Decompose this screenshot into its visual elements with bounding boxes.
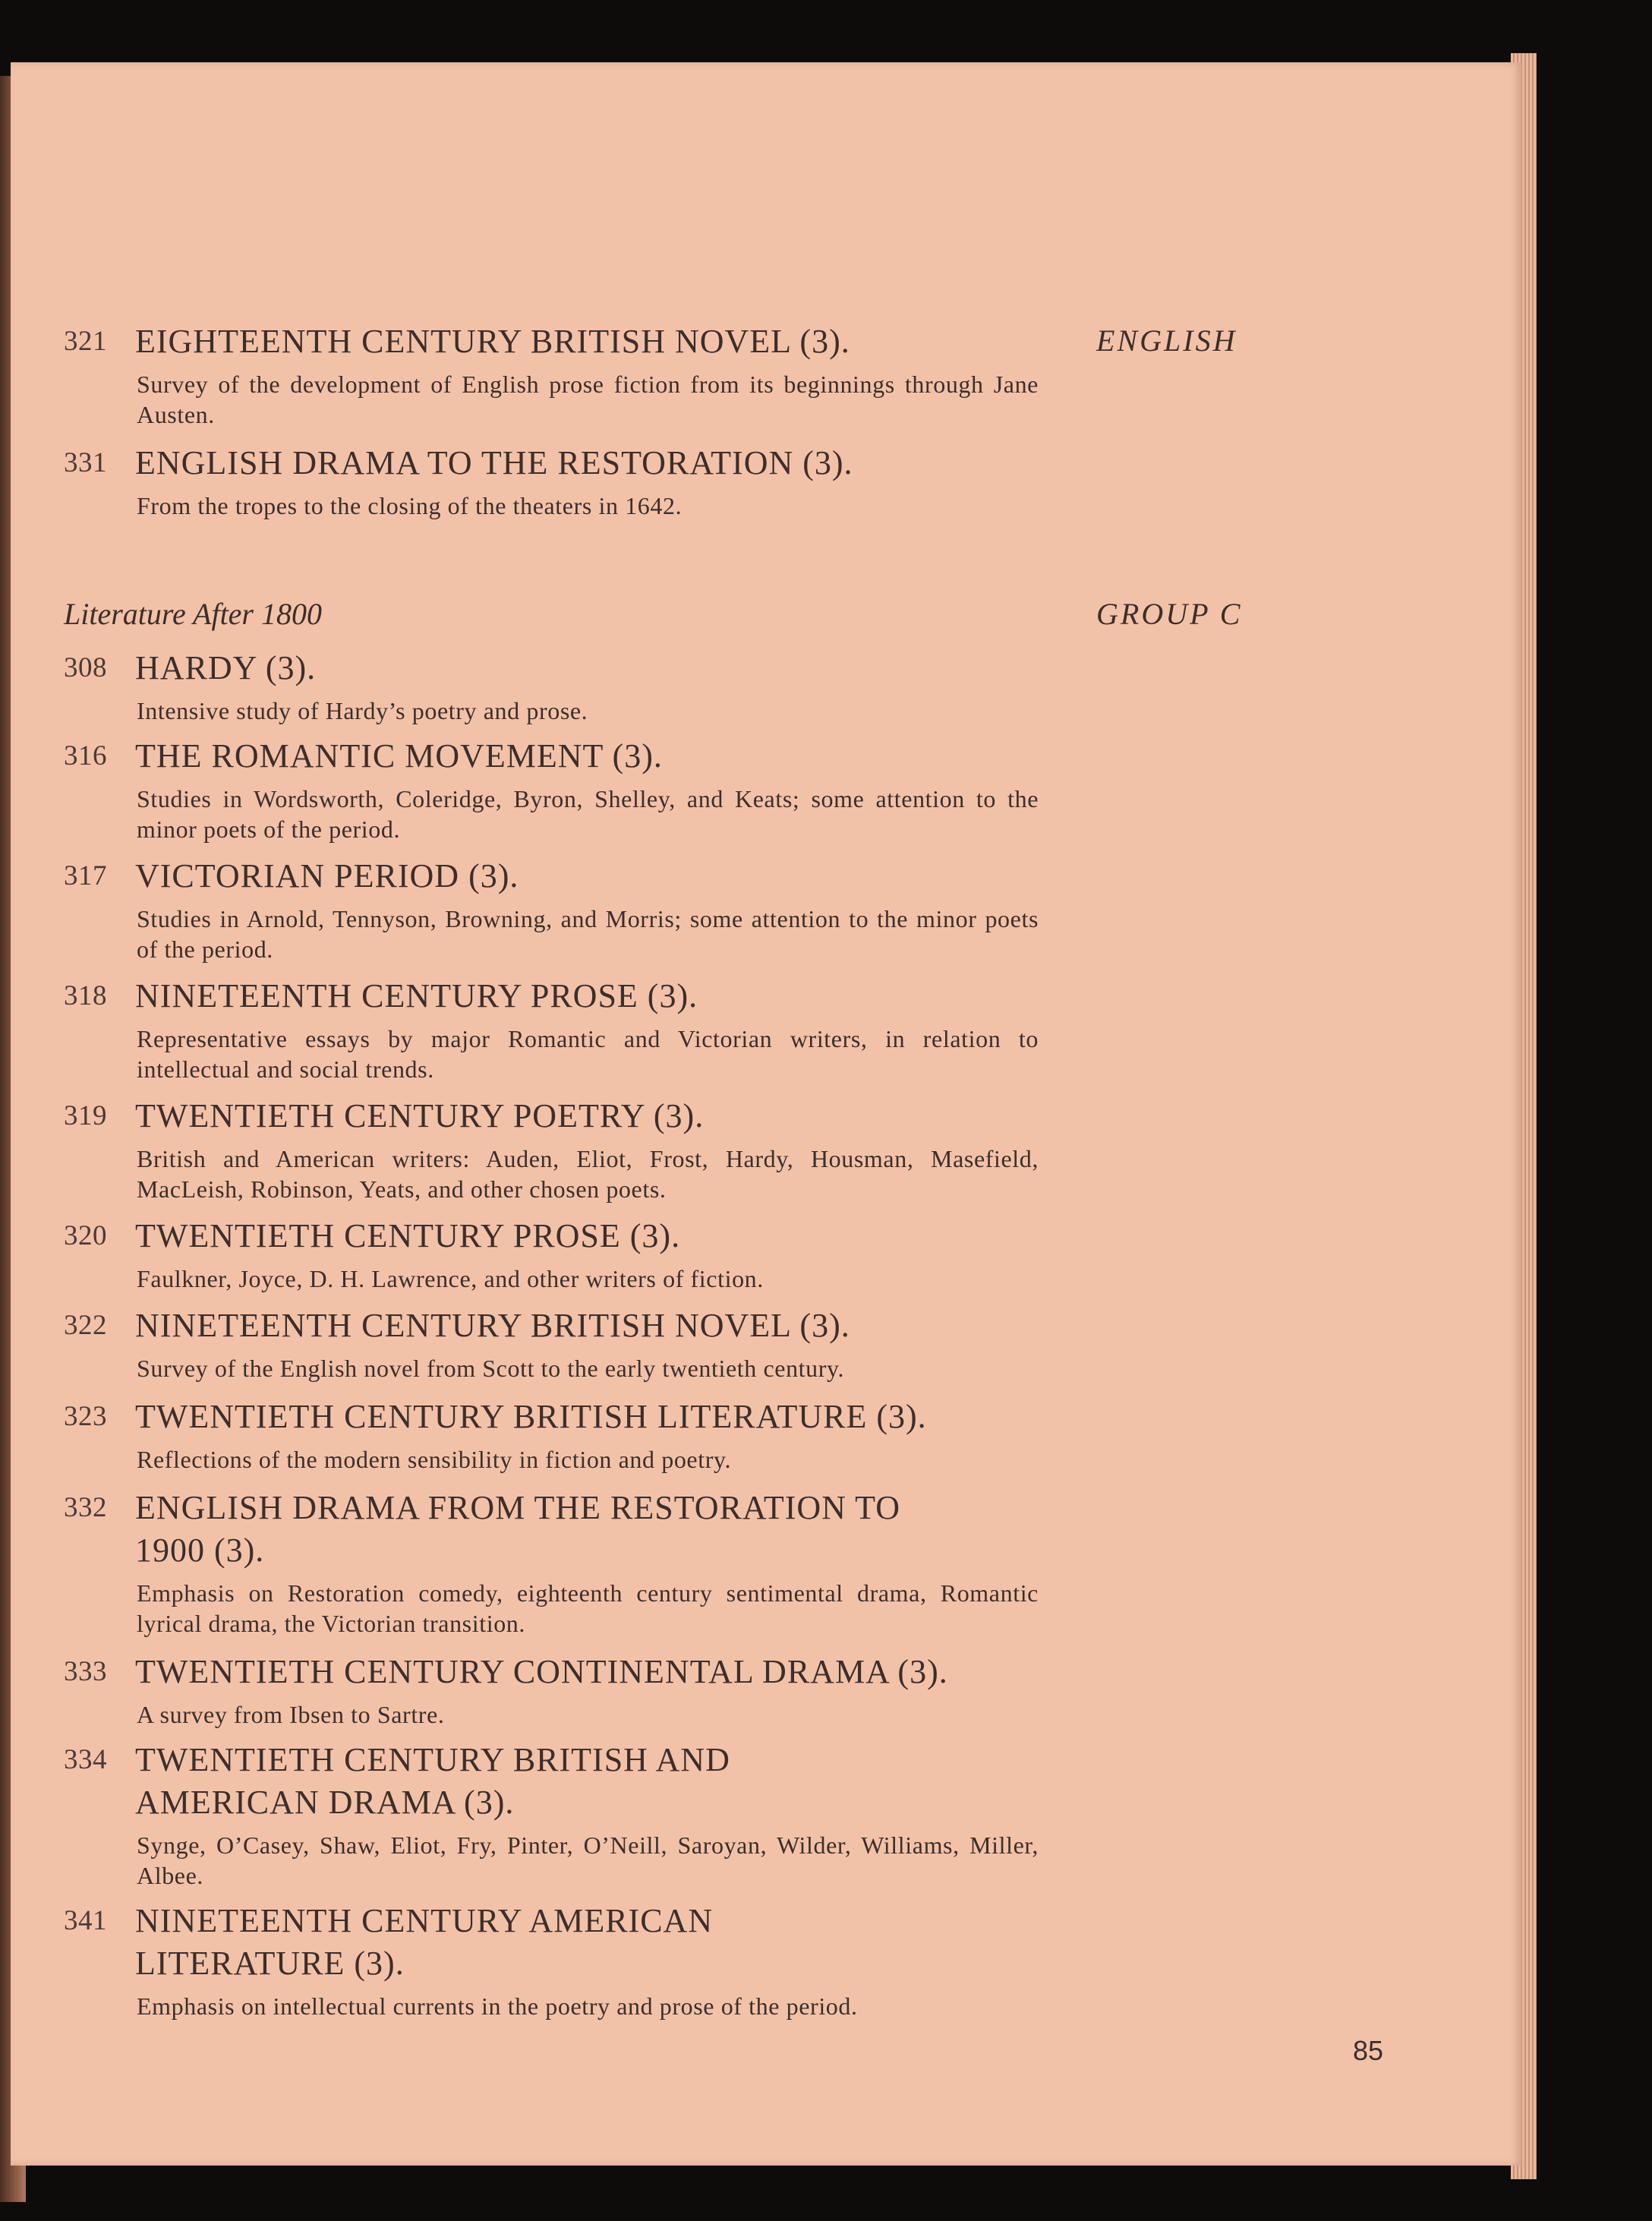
course-title: TWENTIETH CENTURY PROSE (3). xyxy=(135,1217,681,1254)
course-title: TWENTIETH CENTURY POETRY (3). xyxy=(135,1097,705,1134)
course-number: 320 xyxy=(64,1220,107,1251)
course-title: THE ROMANTIC MOVEMENT (3). xyxy=(135,737,663,775)
course-title: ENGLISH DRAMA FROM THE RESTORATION TO 1900 (3). xyxy=(135,1489,900,1569)
course-entry xyxy=(64,1095,1051,1204)
course-description: From the tropes to the closing of the theaters in 1642. xyxy=(137,492,683,519)
course-title: NINETEENTH CENTURY PROSE (3). xyxy=(135,977,698,1014)
section-heading: Literature After 1800 xyxy=(64,597,322,631)
course-title: EIGHTEENTH CENTURY BRITISH NOVEL (3). xyxy=(135,323,850,360)
course-title: HARDY (3). xyxy=(135,649,317,686)
course-description: Emphasis on intellectual currents in the poetry and prose of the period. xyxy=(137,1992,858,2020)
course-number: 317 xyxy=(64,860,107,891)
course-number: 323 xyxy=(64,1401,107,1432)
course-description: Emphasis on Restoration comedy, eighteenth century sentimental drama, Romantic lyrical drama, the Victorian transition. xyxy=(137,1579,1039,1637)
course-title: VICTORIAN PERIOD (3). xyxy=(135,857,519,894)
course-entry xyxy=(64,1651,1051,1730)
course-number: 316 xyxy=(64,740,107,771)
course-description: Intensive study of Hardy’s poetry and prose. xyxy=(137,697,588,724)
course-entry xyxy=(64,1396,1051,1475)
course-description: A survey from Ibsen to Sartre. xyxy=(137,1701,445,1728)
course-title: ENGLISH DRAMA TO THE RESTORATION (3). xyxy=(135,444,853,481)
course-entry xyxy=(64,647,1051,726)
course-description: Survey of the English novel from Scott to the early twentieth century. xyxy=(137,1355,845,1382)
group-label: GROUP C xyxy=(1096,597,1243,631)
course-entry xyxy=(64,442,1051,521)
course-description: Synge, O’Casey, Shaw, Eliot, Fry, Pinter, O’Neill, Saroyan, Wilder, Williams, Miller, Albee. xyxy=(137,1831,1039,1889)
course-number: 341 xyxy=(64,1905,107,1936)
course-number: 332 xyxy=(64,1492,107,1523)
course-title: NINETEENTH CENTURY AMERICAN LITERATURE (3). xyxy=(135,1902,714,1982)
course-title: NINETEENTH CENTURY BRITISH NOVEL (3). xyxy=(135,1307,850,1344)
course-number: 308 xyxy=(64,652,107,683)
course-description: Representative essays by major Romantic and Victorian writers, in relation to intellectual and social trends. xyxy=(137,1025,1039,1083)
page-number: 85 xyxy=(1353,2035,1384,2066)
course-number: 322 xyxy=(64,1310,107,1341)
course-title: TWENTIETH CENTURY BRITISH AND AMERICAN DRAMA (3). xyxy=(135,1741,730,1821)
course-entry xyxy=(64,1487,1039,1639)
course-entry xyxy=(64,1305,1051,1383)
course-description: British and American writers: Auden, Eliot, Frost, Hardy, Housman, Masefield, MacLeish, Robinson, Yeats, and other chosen poets. xyxy=(137,1145,1039,1203)
course-description: Studies in Wordsworth, Coleridge, Byron, Shelley, and Keats; some attention to the minor poets of the period. xyxy=(137,785,1039,843)
course-title: TWENTIETH CENTURY CONTINENTAL DRAMA (3). xyxy=(135,1653,948,1690)
course-number: 319 xyxy=(64,1100,107,1131)
course-description: Studies in Arnold, Tennyson, Browning, and Morris; some attention to the minor poets of the period. xyxy=(137,905,1039,963)
course-entry xyxy=(64,1900,858,2021)
course-number: 321 xyxy=(64,326,107,357)
course-entry xyxy=(64,855,1051,964)
course-description: Reflections of the modern sensibility in fiction and poetry. xyxy=(137,1446,732,1473)
course-description: Survey of the development of English prose fiction from its beginnings through Jane Austen. xyxy=(137,371,1039,428)
catalog-page xyxy=(11,62,1521,2166)
course-number: 318 xyxy=(64,980,107,1011)
course-description: Faulkner, Joyce, D. H. Lawrence, and other writers of fiction. xyxy=(137,1265,764,1292)
department-label: ENGLISH xyxy=(1096,323,1237,358)
course-entry xyxy=(64,975,1051,1084)
course-entry xyxy=(64,1215,1051,1294)
course-entry xyxy=(64,735,1051,844)
course-number: 331 xyxy=(64,447,107,478)
course-number: 333 xyxy=(64,1656,107,1687)
course-entry xyxy=(64,320,1051,430)
course-number: 334 xyxy=(64,1744,107,1775)
course-title: TWENTIETH CENTURY BRITISH LITERATURE (3). xyxy=(135,1398,927,1435)
course-entry xyxy=(64,1739,1039,1891)
